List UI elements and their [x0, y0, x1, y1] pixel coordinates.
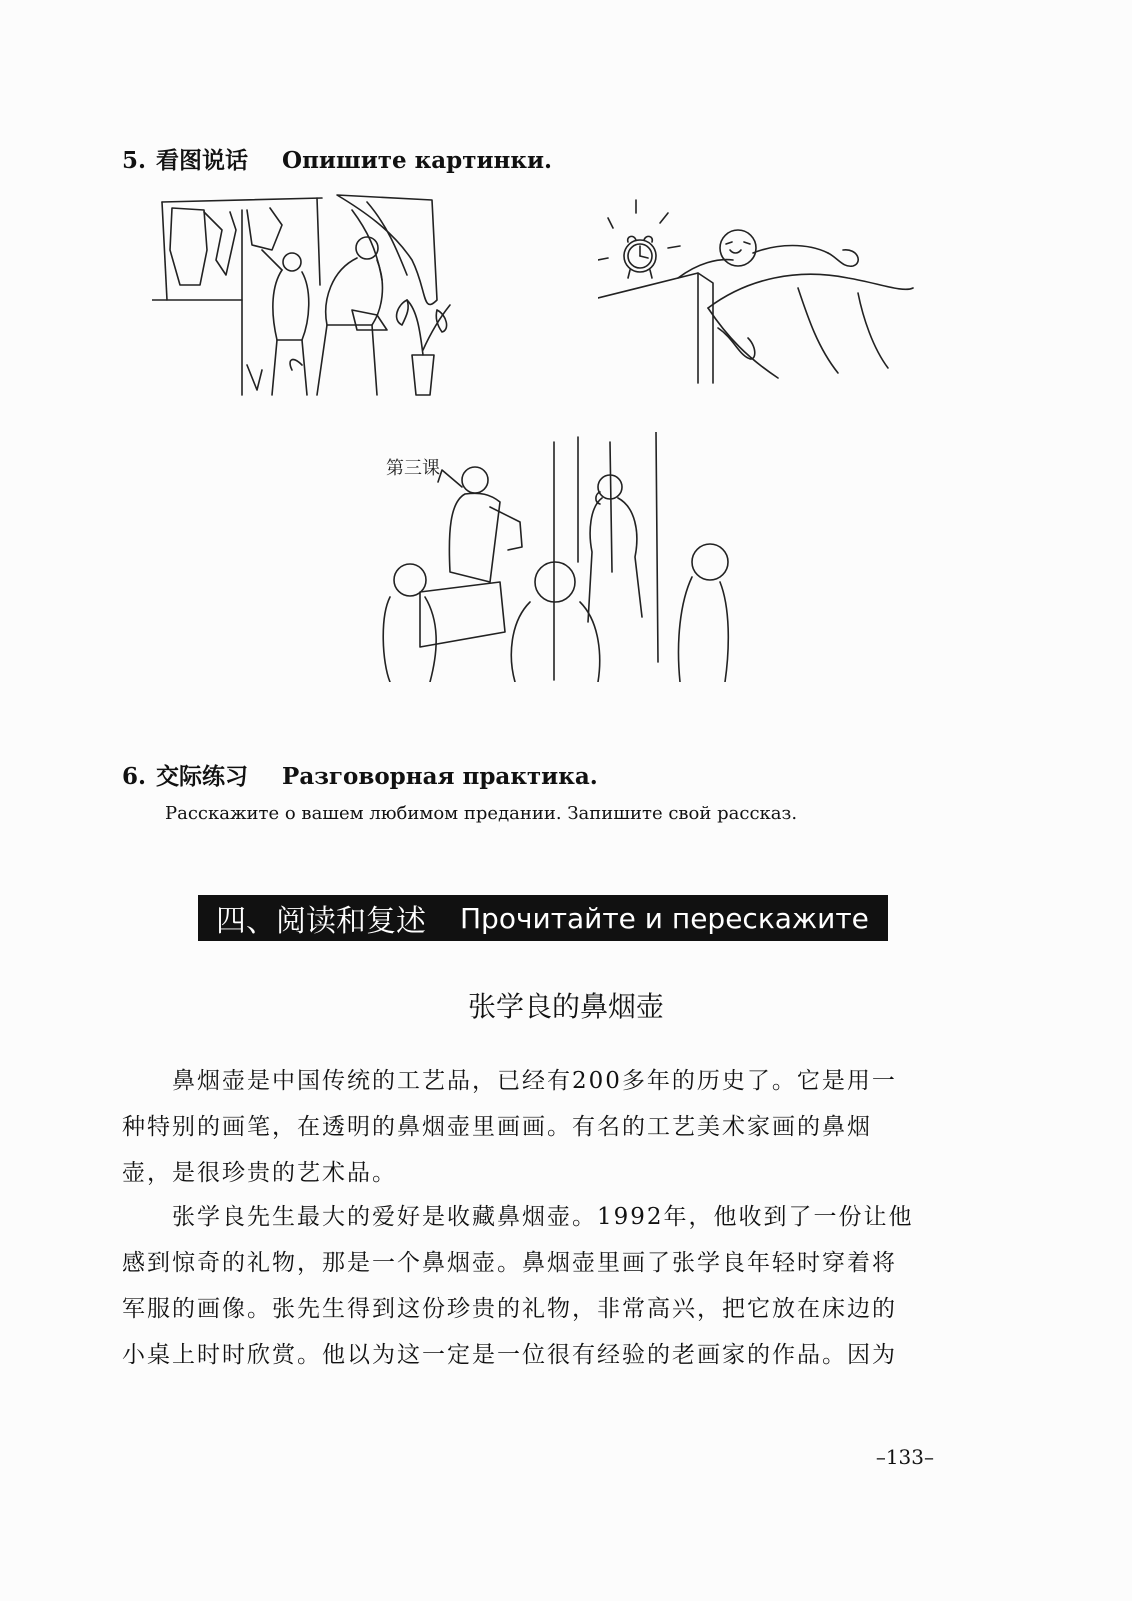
exercise-6-instruction: Расскажите о вашем любимом предании. Запишите свой рассказ. [165, 803, 798, 824]
paragraph-2-line: 小桌上时时欣赏。他以为这一定是一位很有经验的老画家的作品。因为 [122, 1342, 897, 1368]
reading-paragraph-1 [122, 1058, 942, 1196]
paragraph-1-line: 种特别的画笔，在透明的鼻烟壶里画画。有名的工艺美术家画的鼻烟 [122, 1114, 872, 1140]
page-number: –133– [875, 1445, 934, 1469]
paragraph-2-line: 张学良先生最大的爱好是收藏鼻烟壶。1992年，他收到了一份让他 [122, 1204, 914, 1230]
classroom-illustration [380, 432, 730, 682]
paragraph-2-line: 军服的画像。张先生得到这份珍贵的礼物，非常高兴，把它放在床边的 [122, 1296, 897, 1322]
paragraph-1-line: 鼻烟壶是中国传统的工艺品，已经有200多年的历史了。它是用一 [122, 1068, 897, 1094]
exercise-6-title-ru: Разговорная практика. [282, 763, 598, 790]
exercise-6-title-zh: 交际练习 [156, 763, 249, 790]
closet-illustration [152, 190, 452, 400]
exercise-5-number: 5. [122, 147, 147, 174]
exercise-6-heading [122, 758, 598, 791]
section-banner-zh: 四、阅读和复述 [216, 904, 426, 939]
reading-title: 张学良的鼻烟壶 [467, 990, 664, 1023]
exercise-5-heading [122, 142, 552, 175]
blackboard-text: 第三课 [386, 458, 440, 479]
section-banner [198, 895, 888, 941]
exercise-6-number: 6. [122, 763, 147, 790]
sleeping-man-illustration [598, 188, 918, 388]
section-banner-ru: Прочитайте и перескажите [460, 901, 869, 935]
paragraph-2-line: 感到惊奇的礼物，那是一个鼻烟壶。鼻烟壶里画了张学良年轻时穿着将 [122, 1250, 897, 1276]
paragraph-1-line: 壶，是很珍贵的艺术品。 [122, 1160, 397, 1186]
reading-paragraph-2 [122, 1194, 942, 1378]
exercise-5-title-ru: Опишите картинки. [282, 147, 553, 174]
exercise-5-title-zh: 看图说话 [156, 147, 249, 174]
